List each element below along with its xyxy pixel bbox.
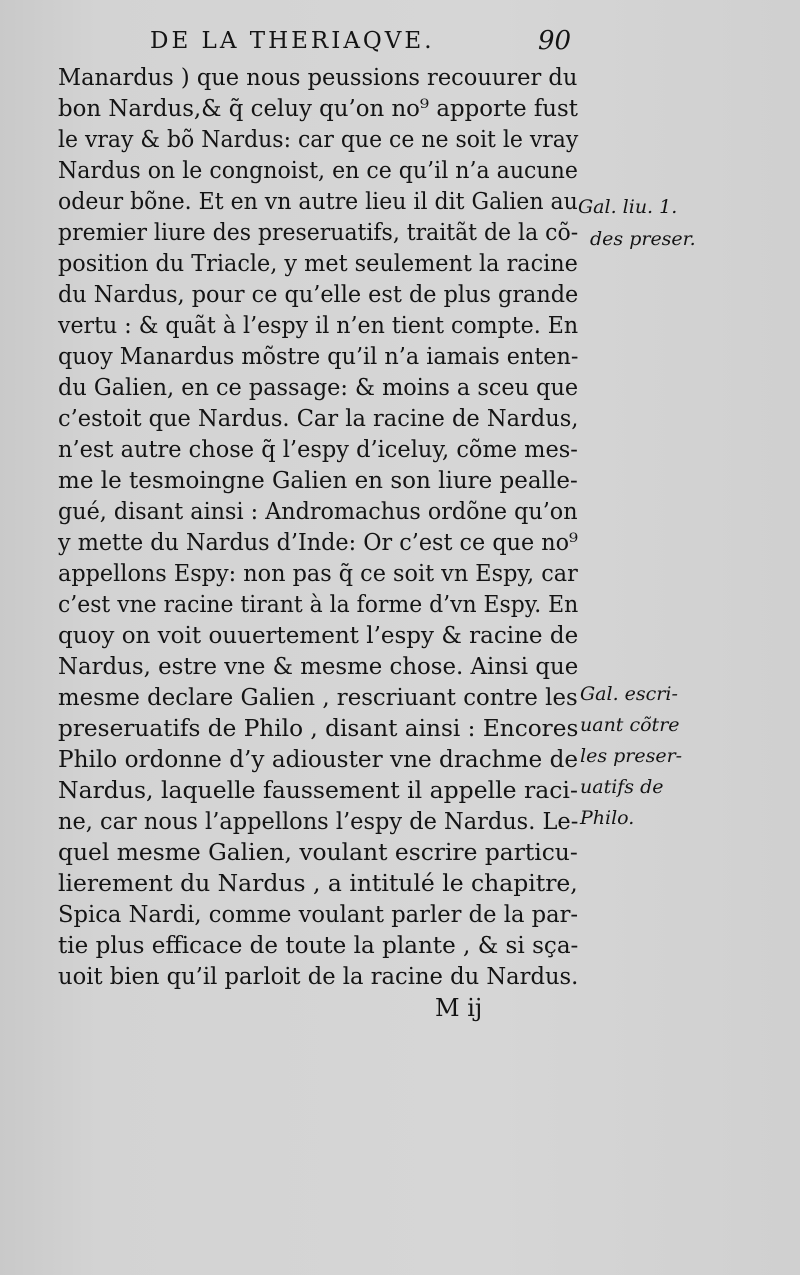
text-line: Nardus, laquelle faussement il appelle raci- (58, 776, 578, 804)
text-line: bon Nardus,& q̃ celuy qu’on no⁹ apporte fust (58, 94, 578, 122)
text-line: quoy on voit ouuertement l’espy & racine de (58, 621, 579, 649)
text-line: c’est vne racine tirant à la forme d’vn Espy. En (58, 590, 579, 618)
margin-note: Gal. escri- (580, 683, 678, 705)
text-line: quel mesme Galien, voulant escrire particu- (58, 838, 578, 866)
text-line: odeur bõne. Et en vn autre lieu il dit Galien au (58, 187, 578, 215)
text-line: appellons Espy: non pas q̃ ce soit vn Espy, car (58, 559, 578, 587)
body-text (58, 62, 578, 992)
text-line: gué, disant ainsi : Andromachus ordõne qu’on (58, 497, 578, 525)
text-line: y mette du Nardus d’Inde: Or c’est ce que no⁹ (58, 528, 578, 556)
signature-mark: M ij (435, 994, 483, 1022)
text-line: Nardus, estre vne & mesme chose. Ainsi que (58, 652, 579, 680)
text-line: uoit bien qu’il parloit de la racine du Nardus. (58, 962, 579, 990)
text-line: c’estoit que Nardus. Car la racine de Nardus, (58, 404, 579, 432)
margin-note: des preser. (590, 228, 696, 250)
page-number: 90 (538, 26, 572, 56)
text-line: mesme declare Galien , rescriuant contre les (58, 683, 578, 711)
text-line: me le tesmoingne Galien en son liure pealle- (58, 466, 578, 494)
margin-note: uatifs de (580, 776, 664, 798)
text-line: vertu : & quãt à l’espy il n’en tient compte. En (58, 311, 579, 339)
margin-note: Philo. (580, 807, 635, 829)
text-line: Nardus on le congnoist, en ce qu’il n’a aucune (58, 156, 578, 184)
text-line: premier liure des preseruatifs, traitãt de la cõ- (58, 218, 579, 246)
margin-note: les preser- (580, 745, 683, 767)
text-line: du Galien, en ce passage: & moins a sceu que (58, 373, 579, 401)
text-line: tie plus efficace de toute la plante , & si sça- (58, 931, 579, 959)
running-head: DE LA THERIAQVE. (150, 28, 435, 54)
text-line: du Nardus, pour ce qu’elle est de plus grande (58, 280, 579, 308)
text-line: lierement du Nardus , a intitulé le chapitre, (58, 869, 578, 897)
text-line: Manardus ) que nous peussions recouurer du (58, 63, 578, 91)
text-line: Spica Nardi, comme voulant parler de la par- (58, 900, 579, 928)
text-line: ne, car nous l’appellons l’espy de Nardus. Le- (58, 807, 579, 835)
margin-note: uant cõtre (580, 714, 680, 736)
text-line: quoy Manardus mõstre qu’il n’a iamais enten- (58, 342, 579, 370)
text-line: preseruatifs de Philo , disant ainsi : Encores (58, 714, 579, 742)
text-line: n’est autre chose q̃ l’espy d’iceluy, cõme mes- (58, 435, 578, 463)
margin-note: Gal. liu. 1. (578, 196, 678, 218)
text-line: le vray & bõ Nardus: car que ce ne soit le vray (58, 125, 579, 153)
text-line: position du Triacle, y met seulement la racine (58, 249, 578, 277)
text-line: Philo ordonne d’y adiouster vne drachme de (58, 745, 579, 773)
